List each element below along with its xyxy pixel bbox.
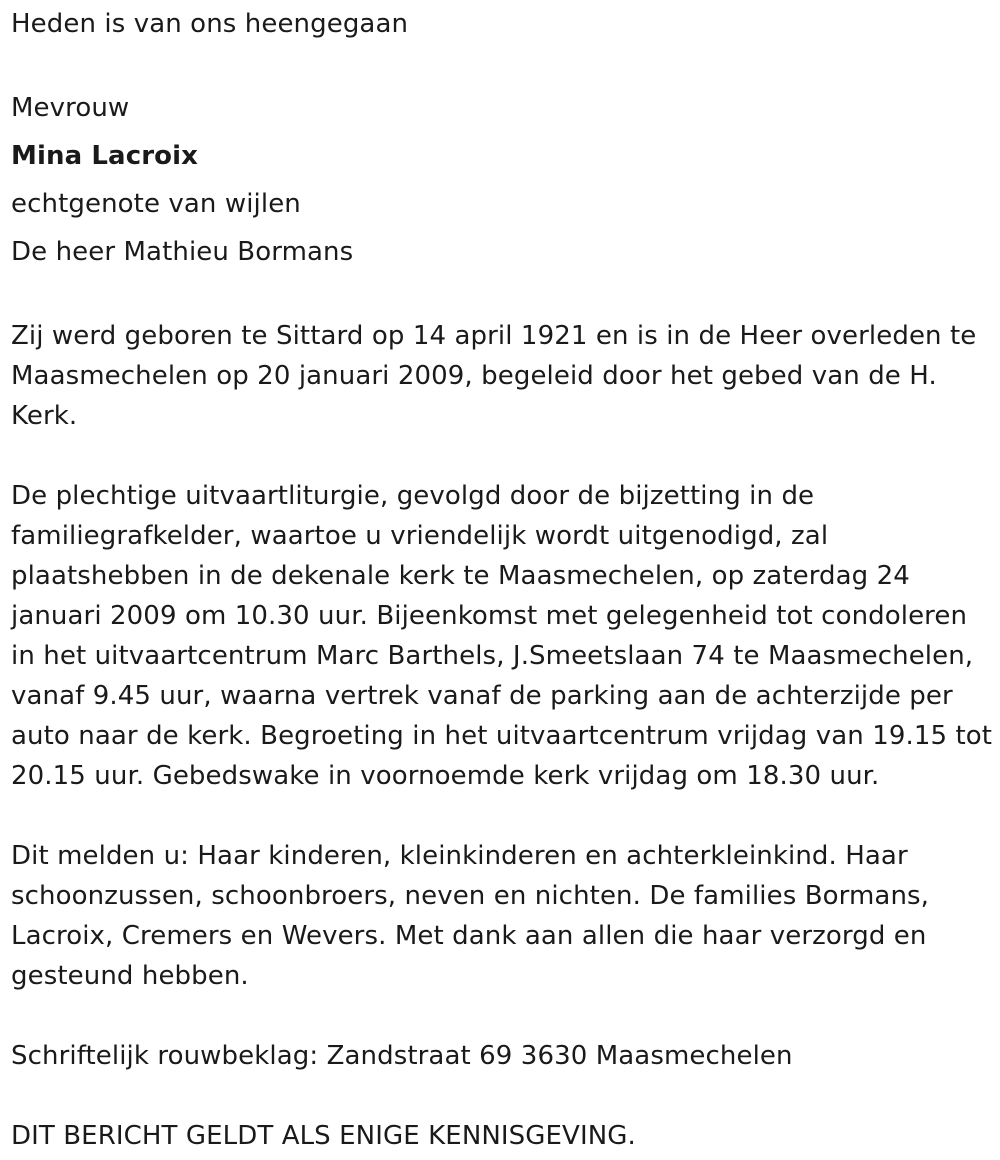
obituary-document (11, 4, 996, 1156)
condolence-address: Schriftelijk rouwbeklag: Zandstraat 69 3630 Maasmechelen (11, 1041, 793, 1071)
salutation: Mevrouw (11, 93, 130, 123)
deceased-name: Mina Lacroix (11, 141, 198, 171)
announcers-paragraph: Dit melden u: Haar kinderen, kleinkinderen en achterkleinkind. Haar schoonzussen, schoonbroers, neven en nichten. De families Bormans, Lacroix, Cremers en Wevers. Met dank aan allen die haar verzorgd en gesteund hebben. (11, 841, 930, 991)
intro-block (11, 4, 996, 44)
birth-death-paragraph: Zij werd geboren te Sittard op 14 april 1921 en is in de Heer overleden te Maasmechelen op 20 januari 2009, begeleid door het gebed van de H. Kerk. (11, 321, 977, 431)
spouse-name: De heer Mathieu Bormans (11, 237, 354, 267)
notice-text: DIT BERICHT GELDT ALS ENIGE KENNISGEVING. (11, 1121, 636, 1151)
spacer (11, 44, 996, 84)
funeral-paragraph: De plechtige uitvaartliturgie, gevolgd door de bijzetting in de familiegrafkelder, waartoe u vriendelijk wordt uitgenodigd, zal plaatshebben in de dekenale kerk te Maasmechelen, op zaterdag 24 januari 2009 om 10.30 uur. Bijeenkomst met gelegenheid tot condoleren in het uitvaartcentrum Marc Barthels, J.Smeetslaan 74 te Maasmechelen, vanaf 9.45 uur, waarna vertrek vanaf de parking aan de achterzijde per auto naar de kerk. Begroeting in het uitvaartcentrum vrijdag van 19.15 tot 20.15 uur. Gebedswake in voornoemde kerk vrijdag om 18.30 uur. (11, 481, 993, 791)
name-block (11, 84, 996, 276)
relation-text: echtgenote van wijlen (11, 189, 301, 219)
intro-text: Heden is van ons heengegaan (11, 9, 409, 39)
